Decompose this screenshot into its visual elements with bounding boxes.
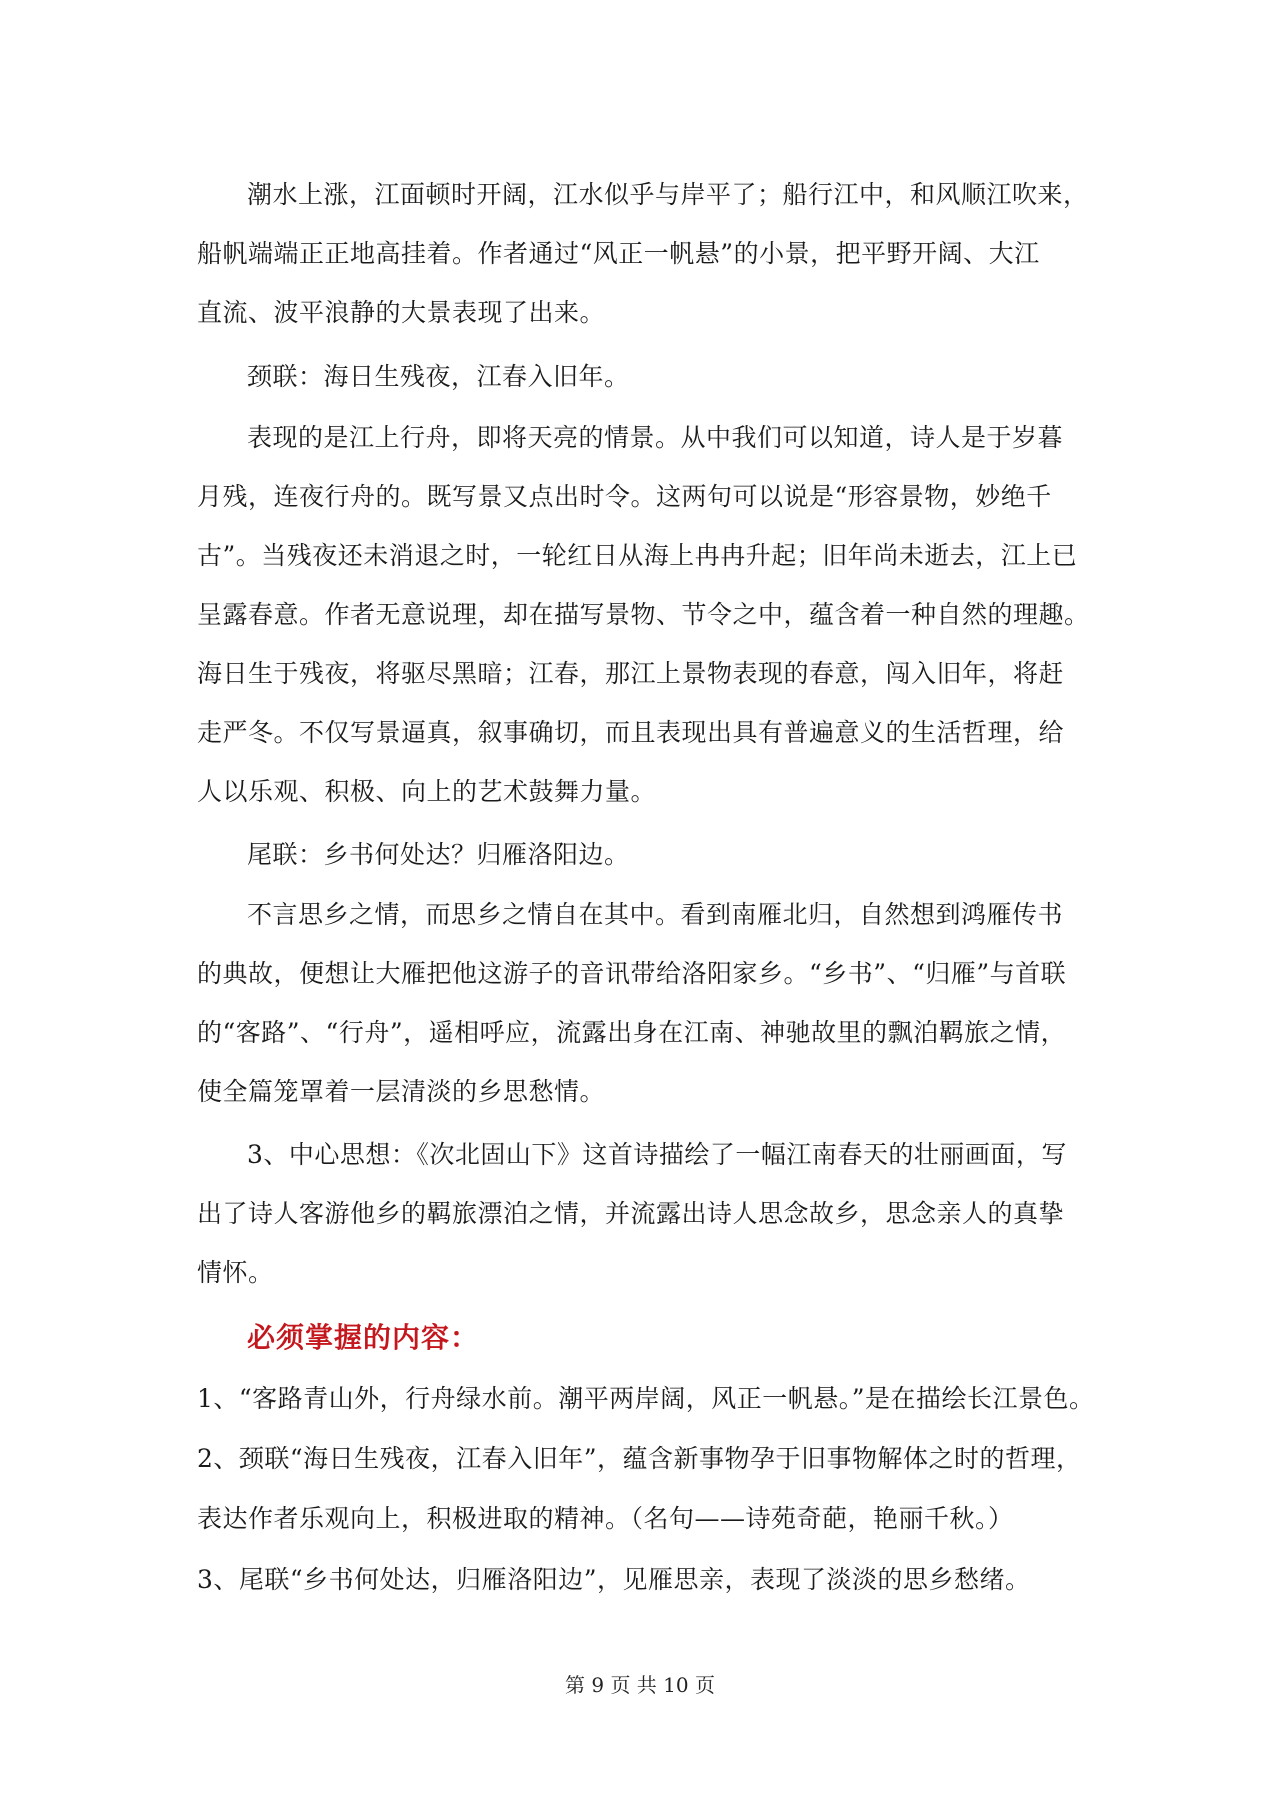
couplet-title: 颈联：海日生残夜，江春入旧年。: [247, 362, 630, 391]
paragraph-line: 人以乐观、积极、向上的艺术鼓舞力量。: [197, 777, 657, 806]
total-pages: 10: [663, 1673, 689, 1697]
paragraph-line: 3、中心思想：《次北固山下》这首诗描绘了一幅江南春天的壮丽画面，写: [247, 1140, 1067, 1169]
paragraph-line: 使全篇笼罩着一层清淡的乡思愁情。: [197, 1077, 606, 1106]
paragraph-line: 潮水上涨，江面顿时开阔，江水似乎与岸平了；船行江中，和风顺江吹来，: [247, 180, 1089, 209]
page-number: 9: [591, 1673, 605, 1697]
list-item: 3、尾联“乡书何处达，归雁洛阳边”，见雁思亲，表现了淡淡的思乡愁绪。: [197, 1565, 1031, 1594]
footer-prefix: 第: [565, 1673, 585, 1697]
paragraph-line: 古”。当残夜还未消退之时，一轮红日从海上冉冉升起；旧年尚未逝去，江上已: [197, 541, 1078, 570]
paragraph-line: 海日生于残夜，将驱尽黑暗；江春，那江上景物表现的春意，闯入旧年，将赶: [197, 659, 1065, 688]
paragraph-line: 表现的是江上行舟，即将天亮的情景。从中我们可以知道，诗人是于岁暮: [247, 423, 1064, 452]
list-item-continuation: 表达作者乐观向上，积极进取的精神。（名句——诗苑奇葩，艳丽千秋。）: [197, 1504, 1014, 1533]
paragraph-line: 出了诗人客游他乡的羁旅漂泊之情，并流露出诗人思念故乡，思念亲人的真挚: [197, 1199, 1065, 1228]
page-footer: [0, 1672, 1280, 1698]
paragraph-line: 的“客路”、“行舟”，遥相呼应，流露出身在江南、神驰故里的飘泊羁旅之情，: [197, 1018, 1067, 1047]
paragraph-line: 呈露春意。作者无意说理，却在描写景物、节令之中，蕴含着一种自然的理趣。: [197, 600, 1090, 629]
couplet-title: 尾联：乡书何处达？归雁洛阳边。: [247, 840, 630, 869]
paragraph-line: 走严冬。不仅写景逼真，叙事确切，而且表现出具有普遍意义的生活哲理，给: [197, 718, 1065, 747]
paragraph-line: 不言思乡之情，而思乡之情自在其中。看到南雁北归，自然想到鸿雁传书: [247, 900, 1064, 929]
section-heading: 必须掌握的内容：: [247, 1321, 480, 1354]
paragraph-line: 船帆端端正正地高挂着。作者通过“风正一帆悬”的小景，把平野开阔、大江: [197, 239, 1040, 268]
list-item: 1、“客路青山外，行舟绿水前。潮平两岸阔，风正一帆悬。”是在描绘长江景色。: [197, 1384, 1095, 1413]
footer-suffix: 页: [694, 1673, 715, 1697]
paragraph-line: 情怀。: [197, 1258, 274, 1287]
list-item: 2、颈联“海日生残夜，江春入旧年”，蕴含新事物孕于旧事物解体之时的哲理，: [197, 1444, 1082, 1473]
paragraph-line: 的典故，便想让大雁把他这游子的音讯带给洛阳家乡。“乡书”、“归雁”与首联: [197, 959, 1067, 988]
footer-mid: 页 共: [610, 1673, 657, 1697]
paragraph-line: 月残，连夜行舟的。既写景又点出时令。这两句可以说是“形容景物，妙绝千: [197, 482, 1052, 511]
paragraph-line: 直流、波平浪静的大景表现了出来。: [197, 298, 606, 327]
